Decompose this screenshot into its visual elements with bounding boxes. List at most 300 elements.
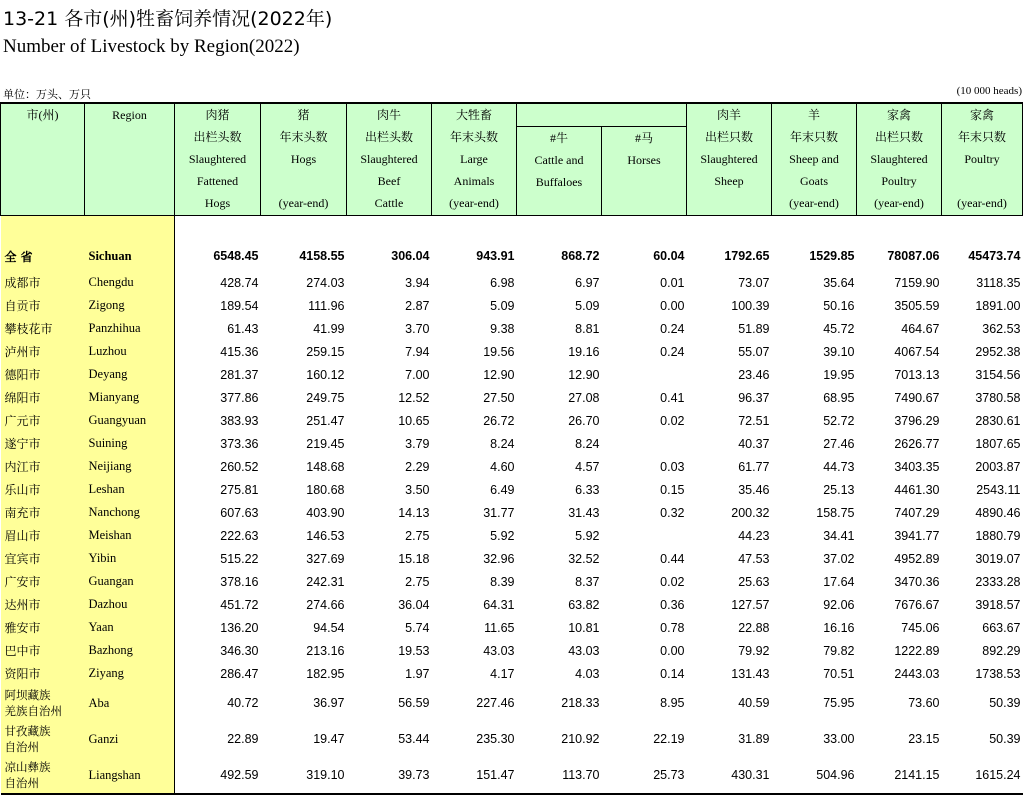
cell-value: 33.00 (823, 732, 855, 746)
cell-region: Ganzi (85, 721, 175, 757)
unit-label-english: (10 000 heads) (956, 85, 1022, 97)
cell-value: 492.59 (175, 757, 261, 794)
cell-value: 100.39 (731, 298, 770, 313)
cell-value: 0.44 (660, 551, 685, 566)
cell-value: 14.13 (398, 505, 430, 520)
cell-value: 35.46 (738, 482, 770, 497)
cell-value: 1880.79 (975, 528, 1021, 543)
header-region: Region (85, 103, 175, 216)
cell-value: 64.31 (483, 597, 515, 612)
cell-value (602, 524, 687, 547)
cell-value: 146.53 (306, 528, 345, 543)
cell-value: 378.16 (220, 574, 259, 589)
cell-city: 宜宾市 (1, 547, 85, 570)
cell-value: 0.03 (660, 459, 685, 474)
cell-region: Dazhou (85, 593, 175, 616)
cell-value: 31.77 (483, 505, 515, 520)
cell-value: 47.53 (738, 551, 770, 566)
cell-value: 127.57 (731, 597, 770, 612)
cell-region: Nanchong (85, 501, 175, 524)
cell-value: 31.43 (568, 505, 600, 520)
cell-value (602, 432, 687, 455)
cell-value: 3780.58 (975, 390, 1021, 405)
cell-value: 2.75 (405, 528, 430, 543)
cell-value: 73.07 (738, 275, 770, 290)
cell-value: 274.66 (306, 597, 345, 612)
table-row (1, 363, 1023, 386)
cell-value: 451.72 (220, 597, 259, 612)
cell-value: 7013.13 (894, 367, 940, 382)
cell-value: 50.16 (823, 298, 855, 313)
cell-value: 0.00 (660, 298, 685, 313)
table-row (1, 271, 1023, 294)
cell-value: 3796.29 (894, 413, 940, 428)
table-row (1, 662, 1023, 685)
cell-value: 222.63 (220, 528, 259, 543)
cell-value: 0.36 (660, 597, 685, 612)
cell-value: 0.02 (660, 574, 685, 589)
cell-value: 151.47 (432, 757, 517, 794)
cell-value: 213.16 (306, 643, 345, 658)
cell-value: 41.99 (313, 321, 345, 336)
cell-value: 19.47 (313, 732, 345, 746)
cell-city: 广安市 (1, 570, 85, 593)
cell-value: 0.41 (660, 390, 685, 405)
cell-value: 0.01 (660, 275, 685, 290)
cell-value: 1529.85 (809, 249, 855, 263)
table-row-total (1, 239, 1023, 271)
cell-value: 373.36 (220, 436, 259, 451)
cell-region: Aba (85, 685, 175, 721)
cell-city: 阿坝藏族 羌族自治州 (1, 685, 85, 721)
cell-value: 3403.35 (894, 459, 940, 474)
cell-value: 3.94 (405, 275, 430, 290)
header-horses: #马 Horses (602, 127, 687, 216)
cell-value: 26.72 (483, 413, 515, 428)
cell-value: 45473.74 (968, 249, 1021, 263)
cell-value: 0.24 (660, 344, 685, 359)
cell-region: Yaan (85, 616, 175, 639)
cell-value: 0.32 (660, 505, 685, 520)
cell-value: 26.70 (568, 413, 600, 428)
table-row (1, 294, 1023, 317)
cell-value: 0.00 (660, 643, 685, 658)
cell-value: 16.16 (823, 620, 855, 635)
cell-value: 3505.59 (894, 298, 940, 313)
cell-value: 8.24 (490, 436, 515, 451)
cell-value: 12.90 (483, 367, 515, 382)
cell-value: 27.08 (568, 390, 600, 405)
cell-value: 0.15 (660, 482, 685, 497)
cell-value: 8.39 (490, 574, 515, 589)
cell-value: 19.56 (483, 344, 515, 359)
cell-value: 40.37 (738, 436, 770, 451)
cell-value: 61.77 (738, 459, 770, 474)
cell-city: 遂宁市 (1, 432, 85, 455)
cell-value: 158.75 (816, 505, 855, 520)
cell-value: 7407.29 (894, 505, 940, 520)
table-row (1, 616, 1023, 639)
cell-value: 200.32 (731, 505, 770, 520)
cell-region: Bazhong (85, 639, 175, 662)
cell-region: Deyang (85, 363, 175, 386)
cell-value: 61.43 (227, 321, 259, 336)
cell-value: 189.54 (220, 298, 259, 313)
cell-value: 19.95 (823, 367, 855, 382)
cell-city: 成都市 (1, 271, 85, 294)
table-row (1, 685, 1023, 721)
cell-value: 7490.67 (894, 390, 940, 405)
cell-value: 3154.56 (975, 367, 1021, 382)
header-hogs-year-end: 猪 年末头数 Hogs (year-end) (261, 103, 347, 216)
cell-value: 12.90 (568, 367, 600, 382)
livestock-table (0, 102, 1023, 795)
cell-region: Neijiang (85, 455, 175, 478)
table-row (1, 501, 1023, 524)
table-row (1, 317, 1023, 340)
cell-value: 43.03 (568, 643, 600, 658)
cell-value: 182.95 (306, 666, 345, 681)
cell-city: 眉山市 (1, 524, 85, 547)
cell-value: 868.72 (561, 249, 600, 263)
cell-value: 7.94 (405, 344, 430, 359)
table-row (1, 547, 1023, 570)
cell-value: 36.97 (313, 696, 345, 710)
header-large-animals-breakdown (517, 103, 687, 127)
cell-value: 3.79 (405, 436, 430, 451)
cell-value: 10.65 (398, 413, 430, 428)
cell-region: Meishan (85, 524, 175, 547)
cell-region: Suining (85, 432, 175, 455)
cell-value: 892.29 (982, 643, 1021, 658)
cell-value: 39.10 (823, 344, 855, 359)
cell-value: 6.33 (575, 482, 600, 497)
cell-value: 383.93 (220, 413, 259, 428)
table-row (1, 478, 1023, 501)
cell-value: 36.04 (398, 597, 430, 612)
cell-value: 3470.36 (894, 574, 940, 589)
cell-value: 1807.65 (975, 436, 1021, 451)
cell-value: 1222.89 (894, 643, 940, 658)
cell-value: 160.12 (306, 367, 345, 382)
cell-value: 12.52 (398, 390, 430, 405)
cell-value: 943.91 (476, 249, 515, 263)
header-slaughtered-poultry: 家禽 出栏只数 Slaughtered Poultry (year-end) (857, 103, 942, 216)
cell-value: 10.81 (568, 620, 600, 635)
cell-value: 53.44 (398, 732, 430, 746)
cell-value: 92.06 (823, 597, 855, 612)
cell-value: 96.37 (738, 390, 770, 405)
cell-value: 2830.61 (975, 413, 1021, 428)
cell-value: 63.82 (568, 597, 600, 612)
cell-value: 6.98 (490, 275, 515, 290)
header-sheep-year-end: 羊 年末只数 Sheep and Goats (year-end) (772, 103, 857, 216)
cell-value: 4158.55 (299, 249, 345, 263)
cell-value: 1738.53 (975, 666, 1021, 681)
table-title-english: Number of Livestock by Region(2022) (3, 36, 300, 57)
cell-value: 44.73 (823, 459, 855, 474)
cell-region: Liangshan (85, 757, 175, 794)
table-row (1, 340, 1023, 363)
cell-city: 绵阳市 (1, 386, 85, 409)
cell-value: 4.03 (575, 666, 600, 681)
cell-region: Chengdu (85, 271, 175, 294)
cell-value: 219.45 (306, 436, 345, 451)
cell-value: 8.95 (660, 696, 685, 710)
table-row (1, 409, 1023, 432)
cell-value: 79.82 (823, 643, 855, 658)
cell-value: 70.51 (823, 666, 855, 681)
cell-city: 攀枝花市 (1, 317, 85, 340)
cell-region: Yibin (85, 547, 175, 570)
cell-value: 286.47 (220, 666, 259, 681)
cell-region: Guangan (85, 570, 175, 593)
cell-value: 327.69 (306, 551, 345, 566)
cell-value: 2141.15 (857, 757, 942, 794)
cell-value: 4.60 (490, 459, 515, 474)
cell-value: 210.92 (561, 732, 600, 746)
cell-value: 260.52 (220, 459, 259, 474)
cell-value: 43.03 (483, 643, 515, 658)
cell-value: 403.90 (306, 505, 345, 520)
cell-value: 515.22 (220, 551, 259, 566)
cell-value: 242.31 (306, 574, 345, 589)
cell-value: 94.54 (313, 620, 345, 635)
cell-value: 663.67 (982, 620, 1021, 635)
cell-region: Sichuan (85, 239, 175, 271)
cell-city: 泸州市 (1, 340, 85, 363)
cell-value: 415.36 (220, 344, 259, 359)
cell-value: 9.38 (490, 321, 515, 336)
cell-value: 1615.24 (942, 757, 1023, 794)
cell-value: 4067.54 (894, 344, 940, 359)
table-row (1, 524, 1023, 547)
cell-city: 广元市 (1, 409, 85, 432)
cell-value: 55.07 (738, 344, 770, 359)
cell-value: 35.64 (823, 275, 855, 290)
cell-value: 3.70 (405, 321, 430, 336)
cell-value: 78087.06 (887, 249, 940, 263)
cell-value: 7.00 (405, 367, 430, 382)
cell-value: 251.47 (306, 413, 345, 428)
cell-value: 218.33 (561, 696, 600, 710)
cell-city: 巴中市 (1, 639, 85, 662)
cell-value: 8.37 (575, 574, 600, 589)
table-row (1, 432, 1023, 455)
cell-value: 504.96 (772, 757, 857, 794)
cell-value: 745.06 (901, 620, 940, 635)
cell-value: 5.92 (575, 528, 600, 543)
cell-region: Luzhou (85, 340, 175, 363)
cell-value: 5.92 (490, 528, 515, 543)
cell-value: 79.92 (738, 643, 770, 658)
cell-value: 306.04 (391, 249, 430, 263)
cell-value: 72.51 (738, 413, 770, 428)
cell-value: 3019.07 (975, 551, 1021, 566)
cell-region: Guangyuan (85, 409, 175, 432)
unit-label-chinese: 单位：万头、万只 (3, 88, 91, 101)
cell-value: 23.15 (908, 732, 940, 746)
cell-value: 8.81 (575, 321, 600, 336)
cell-value: 5.09 (575, 298, 600, 313)
cell-value: 31.89 (738, 732, 770, 746)
cell-value: 2443.03 (894, 666, 940, 681)
cell-value: 15.18 (398, 551, 430, 566)
cell-value: 281.37 (220, 367, 259, 382)
cell-value: 4461.30 (894, 482, 940, 497)
cell-value: 2.75 (405, 574, 430, 589)
cell-city: 全 省 (1, 239, 85, 271)
header-slaughtered-hogs: 肉猪 出栏头数 Slaughtered Fattened Hogs (175, 103, 261, 216)
cell-value: 19.53 (398, 643, 430, 658)
cell-value: 0.02 (660, 413, 685, 428)
cell-value: 3918.57 (975, 597, 1021, 612)
cell-value: 4890.46 (975, 505, 1021, 520)
cell-value: 6548.45 (213, 249, 259, 263)
cell-value (602, 363, 687, 386)
cell-region: Zigong (85, 294, 175, 317)
cell-value: 1792.65 (724, 249, 770, 263)
header-cattle: #牛 Cattle and Buffaloes (517, 127, 602, 216)
cell-value: 4.57 (575, 459, 600, 474)
cell-value: 22.89 (227, 732, 259, 746)
cell-value: 346.30 (220, 643, 259, 658)
cell-value: 2333.28 (975, 574, 1021, 589)
cell-value: 25.63 (738, 574, 770, 589)
cell-value: 39.73 (347, 757, 432, 794)
cell-value: 40.72 (227, 696, 259, 710)
cell-value: 4.17 (490, 666, 515, 681)
header-slaughtered-sheep: 肉羊 出栏只数 Slaughtered Sheep (687, 103, 772, 216)
cell-city: 凉山彝族 自治州 (1, 757, 85, 794)
cell-value: 377.86 (220, 390, 259, 405)
table-row (1, 386, 1023, 409)
cell-region: Mianyang (85, 386, 175, 409)
cell-value: 113.70 (517, 757, 602, 794)
header-city: 市(州) (1, 103, 85, 216)
table-row (1, 455, 1023, 478)
cell-city: 达州市 (1, 593, 85, 616)
cell-value: 22.19 (653, 732, 685, 746)
cell-value: 4952.89 (894, 551, 940, 566)
cell-value: 5.74 (405, 620, 430, 635)
cell-value: 17.64 (823, 574, 855, 589)
header-large-animals: 大牲畜 年末头数 Large Animals (year-end) (432, 103, 517, 216)
cell-value: 44.23 (738, 528, 770, 543)
cell-value: 2626.77 (894, 436, 940, 451)
cell-value: 275.81 (220, 482, 259, 497)
header-poultry-year-end: 家禽 年末只数 Poultry (year-end) (942, 103, 1023, 216)
cell-value: 51.89 (738, 321, 770, 336)
cell-value: 34.41 (823, 528, 855, 543)
cell-value: 1.97 (405, 666, 430, 681)
cell-value: 1891.00 (975, 298, 1021, 313)
cell-value: 428.74 (220, 275, 259, 290)
cell-value: 32.96 (483, 551, 515, 566)
cell-value: 75.95 (823, 696, 855, 710)
cell-value: 23.46 (738, 367, 770, 382)
cell-city: 资阳市 (1, 662, 85, 685)
cell-value: 430.31 (687, 757, 772, 794)
cell-region: Leshan (85, 478, 175, 501)
cell-value: 45.72 (823, 321, 855, 336)
cell-value: 68.95 (823, 390, 855, 405)
cell-value: 25.13 (823, 482, 855, 497)
table-row (1, 757, 1023, 794)
cell-value: 27.50 (483, 390, 515, 405)
table-row (1, 570, 1023, 593)
cell-value: 22.88 (738, 620, 770, 635)
cell-value: 50.39 (989, 696, 1021, 710)
cell-value: 37.02 (823, 551, 855, 566)
cell-value: 52.72 (823, 413, 855, 428)
cell-value: 0.14 (660, 666, 685, 681)
cell-value: 2.87 (405, 298, 430, 313)
cell-value: 6.49 (490, 482, 515, 497)
cell-city: 南充市 (1, 501, 85, 524)
table-title-chinese: 13-21 各市(州)牲畜饲养情况(2022年) (3, 8, 333, 30)
cell-region: Panzhihua (85, 317, 175, 340)
cell-value: 6.97 (575, 275, 600, 290)
table-row (1, 593, 1023, 616)
cell-value: 111.96 (308, 298, 345, 313)
cell-value: 0.24 (660, 321, 685, 336)
cell-value: 5.09 (490, 298, 515, 313)
cell-value: 319.10 (261, 757, 347, 794)
table-body (1, 216, 1023, 795)
cell-region: Ziyang (85, 662, 175, 685)
cell-city: 德阳市 (1, 363, 85, 386)
cell-value: 27.46 (823, 436, 855, 451)
cell-value: 19.16 (568, 344, 600, 359)
cell-value: 3.50 (405, 482, 430, 497)
cell-city: 自贡市 (1, 294, 85, 317)
cell-city: 乐山市 (1, 478, 85, 501)
cell-city: 雅安市 (1, 616, 85, 639)
cell-value: 2952.38 (975, 344, 1021, 359)
cell-value: 131.43 (731, 666, 770, 681)
cell-value: 0.78 (660, 620, 685, 635)
cell-value: 136.20 (220, 620, 259, 635)
cell-city: 内江市 (1, 455, 85, 478)
cell-value: 2003.87 (975, 459, 1021, 474)
cell-city: 甘孜藏族 自治州 (1, 721, 85, 757)
cell-value: 235.30 (476, 732, 515, 746)
table-row (1, 639, 1023, 662)
cell-value: 7159.90 (894, 275, 940, 290)
cell-value: 11.65 (484, 620, 515, 635)
cell-value: 2543.11 (976, 482, 1021, 497)
cell-value: 56.59 (398, 696, 430, 710)
cell-value: 3118.35 (976, 275, 1021, 290)
cell-value: 227.46 (476, 696, 515, 710)
cell-value: 3941.77 (894, 528, 940, 543)
cell-value: 2.29 (405, 459, 430, 474)
cell-value: 7676.67 (894, 597, 940, 612)
cell-value: 249.75 (306, 390, 345, 405)
cell-value: 148.68 (306, 459, 345, 474)
table-row (1, 721, 1023, 757)
cell-value: 362.53 (982, 321, 1021, 336)
cell-value: 259.15 (306, 344, 345, 359)
cell-value: 274.03 (306, 275, 345, 290)
cell-value: 607.63 (220, 505, 259, 520)
cell-value: 50.39 (989, 732, 1021, 746)
cell-value: 32.52 (568, 551, 600, 566)
cell-value: 40.59 (738, 696, 770, 710)
cell-value: 25.73 (602, 757, 687, 794)
header-slaughtered-beef: 肉牛 出栏头数 Slaughtered Beef Cattle (347, 103, 432, 216)
